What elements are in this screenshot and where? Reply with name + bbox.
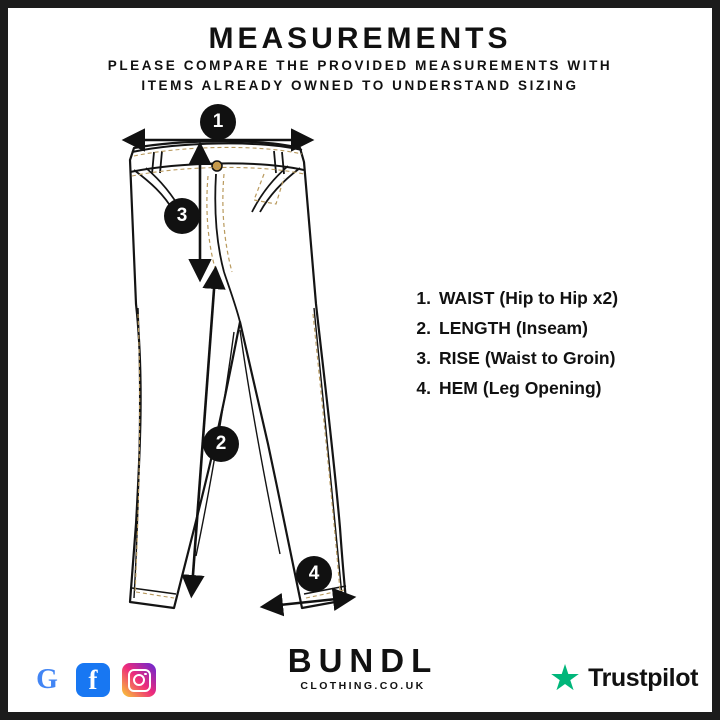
legend-note: (Waist to Groin)	[484, 348, 616, 368]
facebook-glyph: f	[88, 664, 98, 695]
instagram-icon[interactable]	[122, 663, 156, 697]
legend-number: 3.	[416, 348, 431, 368]
legend-number: 2.	[416, 318, 431, 338]
legend-note: (Leg Opening)	[482, 378, 602, 398]
legend-label: RISE	[439, 348, 480, 368]
google-icon[interactable]	[30, 663, 64, 697]
google-glyph: G	[36, 664, 58, 695]
legend-label: HEM	[439, 378, 478, 398]
page-subtitle	[48, 56, 672, 96]
callout-waist: 1	[200, 104, 236, 140]
legend-item-rise	[403, 348, 693, 369]
brand-domain: CLOTHING.CO.UK	[300, 680, 426, 692]
trustpilot-label: Trustpilot	[588, 663, 698, 692]
callout-length: 2	[203, 426, 239, 462]
subtitle-line-2: ITEMS ALREADY OWNED TO UNDERSTAND SIZING	[141, 78, 579, 93]
page-title: MEASUREMENTS	[208, 22, 512, 55]
star-icon: ★	[548, 657, 582, 698]
legend-item-length	[403, 318, 693, 339]
legend-item-hem	[403, 378, 693, 399]
measurement-legend	[403, 288, 693, 408]
trustpilot-badge[interactable]	[548, 657, 698, 698]
facebook-icon[interactable]	[76, 663, 110, 697]
callout-hem: 4	[296, 556, 332, 592]
legend-note: (Inseam)	[515, 318, 588, 338]
subtitle-line-1: PLEASE COMPARE THE PROVIDED MEASUREMENTS WITH	[107, 58, 613, 73]
callout-rise: 3	[164, 198, 200, 234]
instagram-square	[128, 669, 151, 692]
instagram-dot	[144, 673, 147, 676]
jeans-diagram	[88, 108, 408, 628]
legend-label: LENGTH	[439, 318, 511, 338]
legend-number: 4.	[416, 378, 431, 398]
brand-logo	[248, 644, 478, 692]
button-detail	[212, 161, 222, 171]
legend-item-waist	[403, 288, 693, 309]
jeans-illustration-svg	[88, 108, 408, 628]
legend-number: 1.	[416, 288, 431, 308]
brand-name: BUNDL	[287, 642, 439, 679]
legend-label: WAIST	[439, 288, 495, 308]
content-panel	[8, 8, 712, 712]
social-links	[30, 663, 156, 697]
legend-note: (Hip to Hip x2)	[499, 288, 619, 308]
instagram-lens	[133, 674, 145, 686]
